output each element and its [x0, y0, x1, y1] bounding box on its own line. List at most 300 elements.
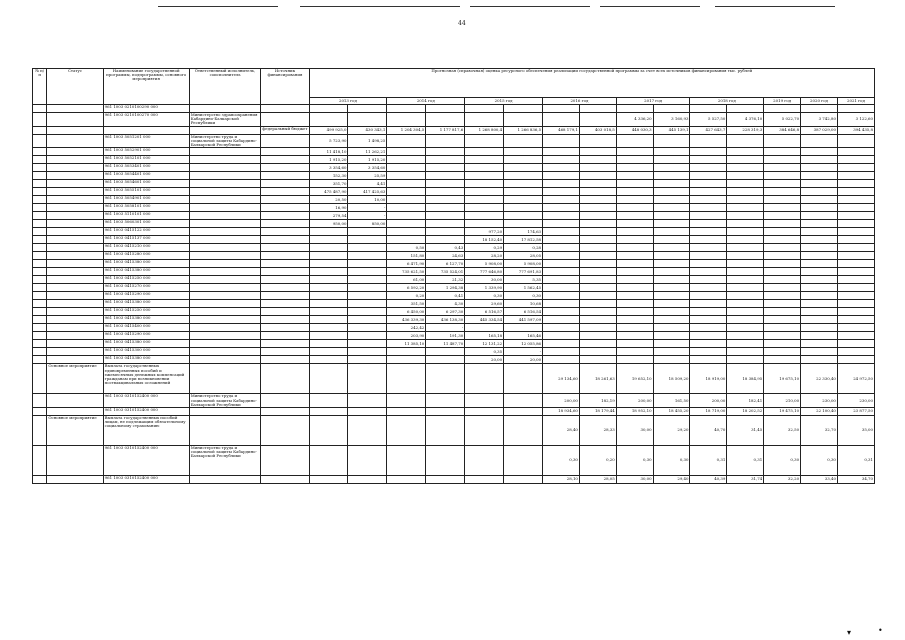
value-cell: 11 385,10	[387, 340, 426, 348]
value-cell	[801, 284, 838, 292]
value-cell	[504, 105, 543, 113]
value-cell	[653, 260, 690, 268]
value-cell	[837, 348, 874, 356]
value-cell	[801, 105, 838, 113]
value-cell	[426, 356, 465, 364]
value-cell: 19 475,10	[764, 407, 801, 415]
value-cell	[690, 284, 727, 292]
value-cell	[387, 364, 426, 394]
top-rule-5	[715, 6, 835, 7]
row-executor-cell	[189, 415, 261, 445]
row-name-cell	[103, 126, 189, 134]
row-source-cell	[261, 204, 309, 212]
value-cell	[801, 196, 838, 204]
value-cell	[764, 220, 801, 228]
value-cell	[837, 212, 874, 220]
row-source-cell	[261, 356, 309, 364]
value-cell	[543, 204, 580, 212]
row-status-cell	[47, 164, 103, 172]
value-cell	[387, 220, 426, 228]
table-row	[33, 236, 875, 244]
value-cell	[309, 356, 348, 364]
value-cell	[387, 236, 426, 244]
row-executor-cell	[189, 475, 261, 483]
row-source-cell	[261, 340, 309, 348]
row-executor-cell	[189, 172, 261, 180]
value-cell: 1 915,20	[309, 156, 348, 164]
value-cell	[727, 276, 764, 284]
value-cell: 18 952,10	[616, 407, 653, 415]
value-cell	[653, 244, 690, 252]
value-cell	[837, 164, 874, 172]
value-cell	[653, 292, 690, 300]
row-number-cell	[33, 316, 47, 324]
table-row	[33, 475, 875, 483]
value-cell	[504, 196, 543, 204]
value-cell: 30,00	[465, 276, 504, 284]
value-cell	[426, 134, 465, 148]
value-cell	[727, 284, 764, 292]
row-name-cell: 961 1003 5052101 000	[103, 156, 189, 164]
row-name-cell: 961 1003 0415137 000	[103, 236, 189, 244]
value-cell: 29 134,60	[543, 364, 580, 394]
row-source-cell	[261, 445, 309, 475]
row-executor-cell	[189, 316, 261, 324]
value-cell	[837, 252, 874, 260]
value-cell	[727, 156, 764, 164]
value-cell: 1 915,20	[348, 156, 387, 164]
value-cell	[465, 407, 504, 415]
value-cell	[579, 188, 616, 196]
table-row	[33, 228, 875, 236]
table-row	[33, 212, 875, 220]
row-executor-cell	[189, 340, 261, 348]
value-cell	[387, 228, 426, 236]
row-source-cell	[261, 113, 309, 127]
value-cell	[504, 164, 543, 172]
table-row	[33, 134, 875, 148]
value-cell	[616, 300, 653, 308]
value-cell: 40,70	[690, 415, 727, 445]
value-cell: 18 719,00	[690, 407, 727, 415]
row-number-cell	[33, 134, 47, 148]
row-name-cell: 961 1003 0415380 000	[103, 268, 189, 276]
value-cell	[465, 204, 504, 212]
value-cell: 3 122,60	[837, 113, 874, 127]
row-number-cell	[33, 394, 47, 408]
value-cell	[653, 276, 690, 284]
value-cell	[504, 156, 543, 164]
value-cell	[653, 105, 690, 113]
value-cell	[309, 300, 348, 308]
value-cell	[348, 260, 387, 268]
row-executor-cell	[189, 212, 261, 220]
value-cell	[309, 394, 348, 408]
value-cell	[764, 308, 801, 316]
value-cell	[727, 164, 764, 172]
row-status-cell	[47, 292, 103, 300]
row-number-cell	[33, 324, 47, 332]
value-cell: 3 742,80	[801, 113, 838, 127]
row-source-cell	[261, 324, 309, 332]
value-cell: 22 100,40	[801, 407, 838, 415]
table-row	[33, 300, 875, 308]
value-cell	[387, 113, 426, 127]
value-cell	[504, 394, 543, 408]
value-cell: 18 919,00	[690, 364, 727, 394]
value-cell	[690, 228, 727, 236]
value-cell	[543, 244, 580, 252]
row-number-cell	[33, 284, 47, 292]
value-cell	[727, 180, 764, 188]
value-cell: 19 652,10	[616, 364, 653, 394]
value-cell: 24 972,50	[837, 364, 874, 394]
col-executor: Ответственный исполнитель, соисполнитель	[189, 69, 261, 105]
value-cell: 4,30	[426, 300, 465, 308]
value-cell	[690, 180, 727, 188]
value-cell: 6 592,20	[387, 284, 426, 292]
table-row	[33, 126, 875, 134]
value-cell	[579, 284, 616, 292]
value-cell	[543, 324, 580, 332]
value-cell	[309, 113, 348, 127]
value-cell	[309, 228, 348, 236]
value-cell	[653, 236, 690, 244]
value-cell	[504, 407, 543, 415]
row-name-cell: 961 1003 0415250 000	[103, 276, 189, 284]
value-cell: 1 204 304,5	[387, 126, 426, 134]
row-status-cell	[47, 188, 103, 196]
value-cell	[616, 308, 653, 316]
row-executor-cell	[189, 196, 261, 204]
row-number-cell	[33, 276, 47, 284]
row-number-cell	[33, 308, 47, 316]
table-row	[33, 445, 875, 475]
value-cell	[465, 196, 504, 204]
value-cell	[837, 228, 874, 236]
value-cell	[348, 300, 387, 308]
value-cell	[426, 148, 465, 156]
value-cell	[309, 308, 348, 316]
value-cell: 3 354,60	[348, 164, 387, 172]
value-cell: 210,00	[764, 394, 801, 408]
value-cell: 427 643,7	[690, 126, 727, 134]
value-cell: 200,00	[690, 394, 727, 408]
top-rule-1	[158, 6, 278, 7]
row-status-cell	[47, 475, 103, 483]
value-cell	[348, 244, 387, 252]
row-status-cell	[47, 300, 103, 308]
value-cell	[690, 340, 727, 348]
row-status-cell	[47, 156, 103, 164]
table-row	[33, 220, 875, 228]
value-cell	[387, 475, 426, 483]
value-cell	[727, 252, 764, 260]
value-cell: 351,50	[387, 300, 426, 308]
value-cell	[426, 220, 465, 228]
value-cell	[616, 196, 653, 204]
row-status-cell	[47, 316, 103, 324]
value-cell: 0,43	[426, 244, 465, 252]
value-cell	[690, 164, 727, 172]
value-cell	[837, 332, 874, 340]
value-cell	[504, 324, 543, 332]
row-name-cell: 961 1003 0210100270 000	[103, 113, 189, 127]
table-row	[33, 332, 875, 340]
table-row	[33, 148, 875, 156]
value-cell	[801, 260, 838, 268]
row-status-cell	[47, 126, 103, 134]
value-cell: 5 908,00	[504, 260, 543, 268]
value-cell	[504, 113, 543, 127]
value-cell	[727, 268, 764, 276]
value-cell	[690, 252, 727, 260]
table-row	[33, 156, 875, 164]
row-executor-cell	[189, 148, 261, 156]
row-name-cell: 961 1003 5055101 000	[103, 188, 189, 196]
table-row	[33, 180, 875, 188]
value-cell	[616, 292, 653, 300]
value-cell	[690, 300, 727, 308]
value-cell	[579, 220, 616, 228]
value-cell: 384 646,8	[764, 126, 801, 134]
value-cell	[504, 180, 543, 188]
row-status-cell	[47, 348, 103, 356]
value-cell	[837, 196, 874, 204]
row-executor-cell	[189, 260, 261, 268]
table-row	[33, 308, 875, 316]
value-cell: 28,10	[543, 475, 580, 483]
value-cell	[764, 164, 801, 172]
value-cell	[727, 105, 764, 113]
value-cell: 200,00	[616, 394, 653, 408]
value-cell: 1 294,38	[426, 284, 465, 292]
value-cell: 165,46	[504, 332, 543, 340]
value-cell	[579, 244, 616, 252]
value-cell	[764, 172, 801, 180]
value-cell	[504, 172, 543, 180]
value-cell	[504, 364, 543, 394]
value-cell	[837, 268, 874, 276]
col-no: № п/п	[33, 69, 47, 105]
value-cell: 18 509,20	[653, 364, 690, 394]
value-cell: 161,50	[653, 394, 690, 408]
value-cell	[764, 196, 801, 204]
value-cell	[579, 300, 616, 308]
row-number-cell	[33, 252, 47, 260]
value-cell	[764, 212, 801, 220]
row-executor-cell	[189, 268, 261, 276]
value-cell: 200,00	[543, 394, 580, 408]
value-cell	[801, 348, 838, 356]
table-body	[33, 105, 875, 484]
row-number-cell	[33, 180, 47, 188]
value-cell	[504, 148, 543, 156]
value-cell	[801, 220, 838, 228]
value-cell	[309, 276, 348, 284]
row-number-cell	[33, 364, 47, 394]
row-source-cell	[261, 276, 309, 284]
value-cell	[426, 475, 465, 483]
value-cell: 4 336,20	[616, 113, 653, 127]
value-cell	[426, 156, 465, 164]
value-cell	[426, 212, 465, 220]
value-cell	[764, 180, 801, 188]
value-cell: 0,30	[543, 445, 580, 475]
row-status-cell	[47, 228, 103, 236]
value-cell	[690, 148, 727, 156]
value-cell	[543, 332, 580, 340]
year-2013: 2013 год	[309, 98, 387, 105]
value-cell: 28,05	[579, 475, 616, 483]
value-cell: 0,30	[801, 445, 838, 475]
value-cell	[579, 276, 616, 284]
row-executor-cell	[189, 188, 261, 196]
value-cell	[616, 156, 653, 164]
value-cell	[690, 156, 727, 164]
value-cell	[616, 260, 653, 268]
value-cell	[727, 356, 764, 364]
value-cell	[837, 236, 874, 244]
value-cell: 6 297,30	[426, 308, 465, 316]
row-name-cell: 961 1003 5054901 000	[103, 196, 189, 204]
row-status-cell	[47, 260, 103, 268]
value-cell: 18 455,20	[653, 407, 690, 415]
value-cell: -	[348, 212, 387, 220]
margin-mark-2: •	[878, 626, 883, 635]
value-cell	[579, 164, 616, 172]
table-row	[33, 356, 875, 364]
value-cell: 182,41	[727, 394, 764, 408]
value-cell	[727, 308, 764, 316]
value-cell	[543, 164, 580, 172]
value-cell	[387, 212, 426, 220]
row-executor-cell: Министерство труда и социальной защиты Кабардино-Балкарской Республики	[189, 394, 261, 408]
row-name-cell: 961 1003 0415290 000	[103, 332, 189, 340]
row-status-cell	[47, 148, 103, 156]
value-cell	[309, 244, 348, 252]
value-cell	[690, 134, 727, 148]
value-cell	[504, 415, 543, 445]
value-cell	[465, 148, 504, 156]
value-cell	[579, 204, 616, 212]
value-cell	[465, 220, 504, 228]
value-cell	[465, 415, 504, 445]
value-cell: 40,39	[690, 475, 727, 483]
value-cell	[465, 180, 504, 188]
year-2020: 2020 год	[801, 98, 838, 105]
value-cell: 0,28	[504, 244, 543, 252]
value-cell	[387, 415, 426, 445]
value-cell	[616, 348, 653, 356]
value-cell	[348, 292, 387, 300]
value-cell	[727, 220, 764, 228]
value-cell	[764, 244, 801, 252]
value-cell	[426, 228, 465, 236]
value-cell	[543, 134, 580, 148]
value-cell	[690, 292, 727, 300]
value-cell	[348, 276, 387, 284]
value-cell	[543, 348, 580, 356]
value-cell	[426, 364, 465, 394]
value-cell: 230,00	[837, 394, 874, 408]
value-cell	[837, 260, 874, 268]
value-cell: 735 621,50	[387, 268, 426, 276]
row-source-cell	[261, 180, 309, 188]
value-cell	[579, 236, 616, 244]
col-status: Статус	[47, 69, 103, 105]
year-2019: 2019 год	[764, 98, 801, 105]
value-cell	[653, 252, 690, 260]
value-cell: 18 152,40	[465, 236, 504, 244]
value-cell	[309, 348, 348, 356]
value-cell: 1 339,90	[465, 284, 504, 292]
row-number-cell	[33, 212, 47, 220]
value-cell	[348, 364, 387, 394]
value-cell: 403 018,5	[579, 126, 616, 134]
value-cell	[801, 172, 838, 180]
value-cell	[465, 172, 504, 180]
value-cell	[690, 188, 727, 196]
row-status-cell	[47, 204, 103, 212]
value-cell: 32,50	[764, 415, 801, 445]
value-cell	[309, 364, 348, 394]
year-2017: 2017 год	[616, 98, 690, 105]
col-name: Наименование государственной программы, подпрограммы, основного мероприятия	[103, 69, 189, 105]
row-executor-cell	[189, 156, 261, 164]
value-cell	[653, 228, 690, 236]
value-cell	[727, 188, 764, 196]
value-cell	[543, 113, 580, 127]
row-status-cell	[47, 134, 103, 148]
value-cell	[579, 340, 616, 348]
row-executor-cell	[189, 244, 261, 252]
value-cell	[690, 276, 727, 284]
value-cell	[764, 204, 801, 212]
value-cell	[801, 188, 838, 196]
value-cell	[727, 292, 764, 300]
row-executor-cell	[189, 300, 261, 308]
value-cell: 0,31	[837, 445, 874, 475]
value-cell	[426, 180, 465, 188]
value-cell	[426, 188, 465, 196]
value-cell: 1 266 836,5	[504, 126, 543, 134]
value-cell	[465, 324, 504, 332]
row-executor-cell	[189, 292, 261, 300]
value-cell	[387, 445, 426, 475]
value-cell	[426, 172, 465, 180]
row-number-cell	[33, 236, 47, 244]
value-cell	[309, 340, 348, 348]
table-row	[33, 244, 875, 252]
row-number-cell	[33, 204, 47, 212]
row-number-cell	[33, 356, 47, 364]
row-source-cell	[261, 252, 309, 260]
value-cell	[727, 324, 764, 332]
value-cell	[727, 332, 764, 340]
value-cell: 19 675,10	[764, 364, 801, 394]
value-cell	[727, 300, 764, 308]
top-rule-4	[600, 6, 700, 7]
value-cell	[348, 324, 387, 332]
row-executor-cell	[189, 204, 261, 212]
value-cell	[837, 324, 874, 332]
value-cell: 5 723,90	[309, 134, 348, 148]
value-cell	[579, 196, 616, 204]
row-source-cell	[261, 394, 309, 408]
value-cell	[653, 348, 690, 356]
value-cell	[465, 113, 504, 127]
